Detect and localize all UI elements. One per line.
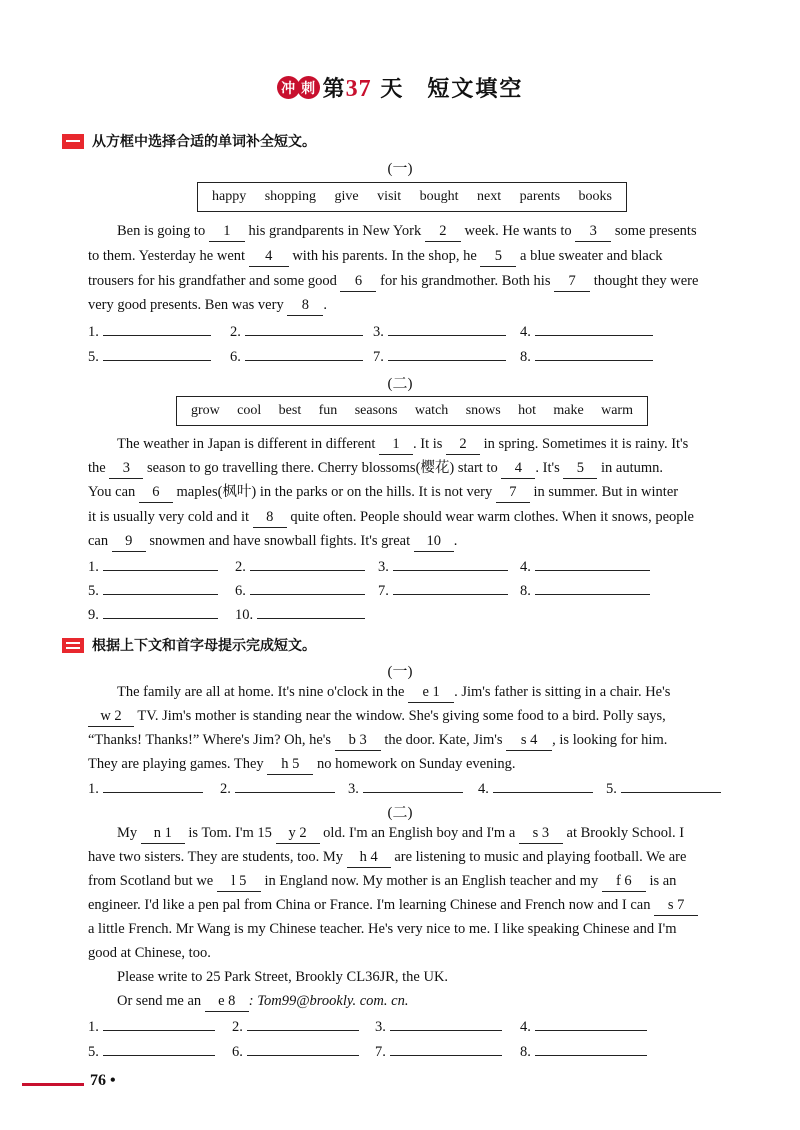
section-heading-1 [62,131,316,151]
passage-line: You can 6 maples(枫叶) in the parks or on the hills. It is not very 7 in summer. But in winter [88,482,678,503]
answer-line[interactable]: 3. [373,321,506,342]
word-box-2 [176,396,648,426]
answer-line[interactable]: 2. [232,1016,359,1037]
badge-char-1: 冲 [277,76,300,99]
day-suffix: 天 [380,77,404,102]
blank: 5 [480,246,516,267]
footer-rule [22,1083,84,1086]
blank: s 4 [506,730,552,751]
answer-line[interactable]: 10. [235,604,365,625]
word-option: books [578,189,612,204]
answer-line[interactable]: 3. [348,778,463,799]
answer-line[interactable]: 4. [478,778,593,799]
badge-char-2: 刺 [297,76,320,99]
blank: h 5 [267,754,313,775]
blank: f 6 [602,871,646,892]
word-option: visit [377,189,402,204]
blank: n 1 [141,823,185,844]
section-heading-2 [62,635,316,655]
word-option: fun [318,403,338,418]
answer-line[interactable]: 1. [88,1016,215,1037]
blank: y 2 [276,823,320,844]
passage-label: (一) [387,161,413,177]
answer-line[interactable]: 1. [88,556,218,577]
word-option: next [477,189,502,204]
answer-line[interactable]: 5. [88,346,211,367]
passage-line: it is usually very cold and it 8 quite often. People should wear warm clothes. When it snows, people [88,507,694,528]
answer-line[interactable]: 5. [88,580,218,601]
answer-line[interactable]: 7. [375,1041,502,1062]
passage-line: trousers for his grandfather and some good 6 for his grandmother. Both his 7 thought they were [88,271,698,292]
word-option: happy [212,189,247,204]
blank: w 2 [88,706,134,727]
passage-line: They are playing games. They h 5 no homework on Sunday evening. [88,754,515,775]
passage-line: from Scotland but we l 5 in England now. My mother is an English teacher and my f 6 is an [88,871,676,892]
answer-line[interactable]: 3. [375,1016,502,1037]
blank: 2 [425,221,461,242]
answer-line[interactable]: 5. [606,778,721,799]
passage-line: can 9 snowmen and have snowball fights. It's great 10 . [88,531,457,552]
blank: 5 [563,458,597,479]
answer-line[interactable]: 1. [88,321,211,342]
blank: 4 [501,458,535,479]
blank: l 5 [217,871,261,892]
answer-line[interactable]: 5. [88,1041,215,1062]
word-option: bought [419,189,459,204]
blank: 8 [253,507,287,528]
passage-line: very good presents. Ben was very 8 . [88,295,327,316]
passage-line: The weather in Japan is different in different 1 . It is 2 in spring. Sometimes it is rainy. It's [117,434,688,455]
passage-line: My n 1 is Tom. I'm 15 y 2 old. I'm an English boy and I'm a s 3 at Brookly School. I [117,823,684,844]
blank: h 4 [347,847,391,868]
word-option: hot [518,403,536,418]
answer-line[interactable]: 2. [235,556,365,577]
word-option: parents [519,189,561,204]
blank: 10 [414,531,454,552]
answer-line[interactable]: 4. [520,1016,647,1037]
blank: e 1 [408,682,454,703]
day-label [323,72,404,103]
email-address: : Tom99@brookly. com. cn. [248,993,409,1009]
passage-label: (二) [387,376,413,392]
word-option: make [553,403,584,418]
section-heading-text: 从方框中选择合适的单词补全短文。 [92,134,316,150]
topic-title: 短文填空 [427,77,524,102]
answer-line[interactable]: 2. [220,778,335,799]
day-number: 37 [345,76,372,102]
section-heading-text: 根据上下文和首字母提示完成短文。 [92,638,316,654]
passage-label: (一) [387,664,413,680]
section-number-1-icon [62,134,84,149]
answer-line[interactable]: 6. [232,1041,359,1062]
blank: 1 [209,221,245,242]
passage-line: to them. Yesterday he went 4 with his parents. In the shop, he 5 a blue sweater and black [88,246,663,267]
answer-line[interactable]: 4. [520,556,650,577]
answer-line[interactable]: 6. [235,580,365,601]
word-option: snows [465,403,501,418]
passage-line: The family are all at home. It's nine o'clock in the e 1 . Jim's father is sitting in a chair. He's [117,682,670,703]
answer-line[interactable]: 2. [230,321,363,342]
blank: 8 [287,295,323,316]
page-number: 76 • [90,1072,116,1089]
word-option: seasons [354,403,398,418]
section-number-2-icon [62,638,84,653]
blank: 1 [379,434,413,455]
answer-line[interactable]: 6. [230,346,363,367]
passage-line: “Thanks! Thanks!” Where's Jim? Oh, he's b 3 the door. Kate, Jim's s 4 , is looking for him. [88,730,667,751]
page-title [0,72,800,103]
blank: 9 [112,531,146,552]
sprint-badge [277,76,317,99]
passage-line: w 2 TV. Jim's mother is standing near the window. She's giving some food to a bird. Polly says, [88,706,666,727]
answer-line[interactable]: 4. [520,321,653,342]
passage-line: Ben is going to 1 his grandparents in New York 2 week. He wants to 3 some presents [117,221,697,242]
answer-line[interactable]: 3. [378,556,508,577]
blank: 7 [554,271,590,292]
answer-line[interactable]: 7. [378,580,508,601]
word-option: give [334,189,359,204]
passage-line: a little French. Mr Wang is my Chinese teacher. He's very nice to me. I like speaking Chinese and I'm [88,921,677,937]
answer-line[interactable]: 8. [520,580,650,601]
blank: b 3 [335,730,381,751]
blank: 3 [575,221,611,242]
blank: 2 [446,434,480,455]
answer-line[interactable]: 8. [520,1041,647,1062]
word-option: warm [601,403,633,418]
blank: 7 [496,482,530,503]
passage-line: good at Chinese, too. [88,945,211,961]
word-option: grow [191,403,220,418]
passage-line: the 3 season to go travelling there. Cherry blossoms(樱花) start to 4 . It's 5 in autumn. [88,458,663,479]
answer-line[interactable]: 8. [520,346,653,367]
answer-line[interactable]: 7. [373,346,506,367]
answer-line[interactable]: 1. [88,778,203,799]
word-option: watch [414,403,449,418]
passage-line: engineer. I'd like a pen pal from China or France. I'm learning Chinese and French now and I can s 7 [88,895,698,916]
answer-line[interactable]: 9. [88,604,218,625]
word-box-1 [197,182,627,212]
passage-line: have two sisters. They are students, too. My h 4 are listening to music and playing football. We are [88,847,686,868]
blank: 6 [340,271,376,292]
blank: s 7 [654,895,698,916]
word-option: shopping [264,189,317,204]
blank: 3 [109,458,143,479]
blank: 4 [249,246,289,267]
word-option: cool [237,403,262,418]
blank: e 8 [205,991,249,1012]
blank: 6 [139,482,173,503]
passage-label: (二) [387,805,413,821]
passage-line: Or send me an e 8 : Tom99@brookly. com. cn. [117,991,408,1012]
day-prefix: 第 [322,77,346,102]
blank: s 3 [519,823,563,844]
word-option: best [278,403,302,418]
passage-line: Please write to 25 Park Street, Brookly CL36JR, the UK. [117,969,449,985]
